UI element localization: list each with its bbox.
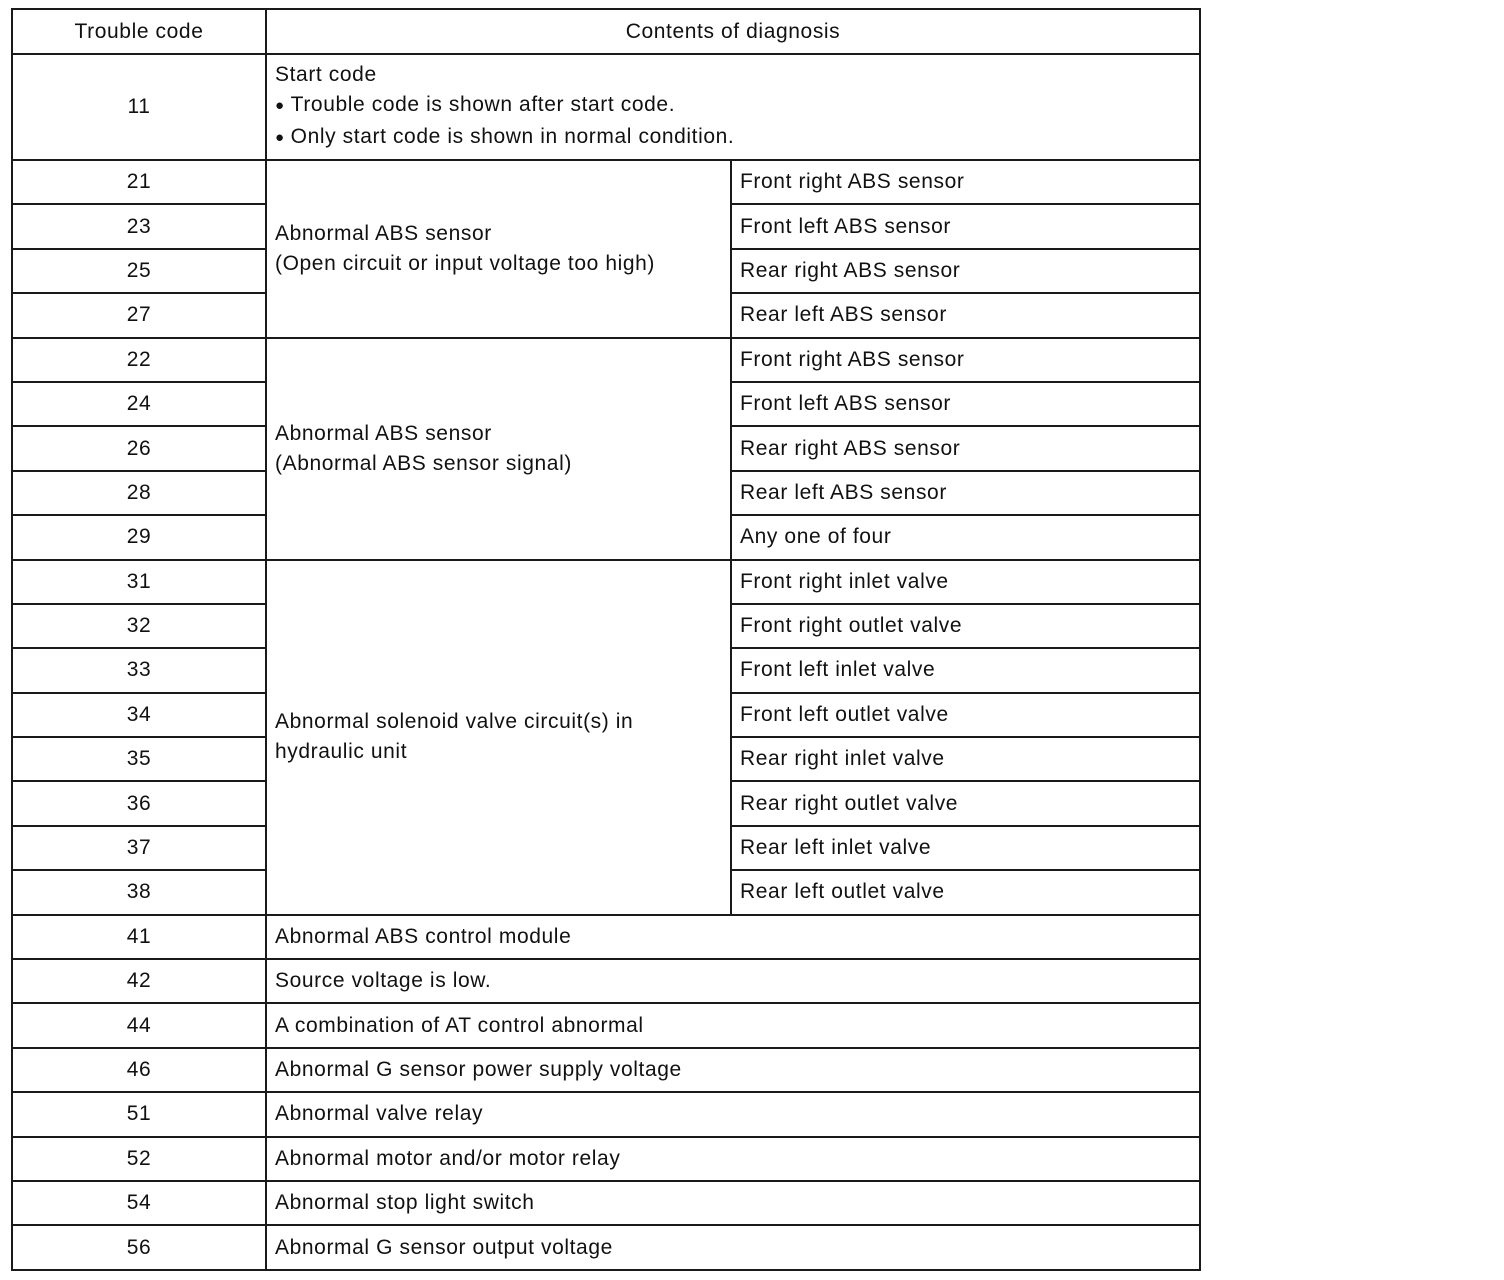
- trouble-code-table: [11, 8, 1201, 1271]
- table-row: [12, 1181, 1200, 1225]
- table-row: [12, 1048, 1200, 1092]
- code-cell: 42: [12, 959, 266, 1003]
- description-cell: A combination of AT control abnormal: [266, 1003, 1200, 1047]
- table-row: [12, 959, 1200, 1003]
- code-cell: 27: [12, 293, 266, 337]
- group-description-abnormal-signal: Abnormal ABS sensor (Abnormal ABS sensor signal): [266, 338, 731, 560]
- code-cell: 54: [12, 1181, 266, 1225]
- code-cell: 44: [12, 1003, 266, 1047]
- code-cell: 24: [12, 382, 266, 426]
- detail-cell: Front left outlet valve: [731, 693, 1200, 737]
- code-cell: 36: [12, 781, 266, 825]
- code-cell: 35: [12, 737, 266, 781]
- code-cell: 11: [12, 54, 266, 160]
- description-cell: Source voltage is low.: [266, 959, 1200, 1003]
- table-row: [12, 1092, 1200, 1136]
- detail-cell: Rear left inlet valve: [731, 826, 1200, 870]
- code-cell: 56: [12, 1225, 266, 1269]
- detail-cell: Rear right inlet valve: [731, 737, 1200, 781]
- description-cell: Abnormal G sensor power supply voltage: [266, 1048, 1200, 1092]
- code-cell: 23: [12, 204, 266, 248]
- code-cell: 46: [12, 1048, 266, 1092]
- detail-cell: Rear right ABS sensor: [731, 426, 1200, 470]
- diagnosis-table-container: [11, 8, 1201, 1271]
- description-cell: Abnormal valve relay: [266, 1092, 1200, 1136]
- detail-cell: Rear left outlet valve: [731, 870, 1200, 914]
- code-cell: 31: [12, 560, 266, 604]
- detail-cell: Front right ABS sensor: [731, 160, 1200, 204]
- code-cell: 38: [12, 870, 266, 914]
- code-cell: 25: [12, 249, 266, 293]
- header-row: [12, 9, 1200, 54]
- start-code-description: [266, 54, 1200, 160]
- detail-cell: Rear left ABS sensor: [731, 471, 1200, 515]
- code-cell: 32: [12, 604, 266, 648]
- code-cell: 52: [12, 1137, 266, 1181]
- table-row: [12, 1137, 1200, 1181]
- code-cell: 29: [12, 515, 266, 559]
- group-description-solenoid-valve: Abnormal solenoid valve circuit(s) in hydraulic unit: [266, 560, 731, 915]
- code-cell: 51: [12, 1092, 266, 1136]
- bullet-icon: ●: [275, 97, 285, 114]
- start-code-note: ● Trouble code is shown after start code.: [275, 93, 676, 116]
- code-cell: 21: [12, 160, 266, 204]
- table-row: [12, 338, 1200, 382]
- detail-cell: Front left ABS sensor: [731, 382, 1200, 426]
- detail-cell: Front right outlet valve: [731, 604, 1200, 648]
- detail-cell: Rear right outlet valve: [731, 781, 1200, 825]
- detail-cell: Rear left ABS sensor: [731, 293, 1200, 337]
- code-cell: 28: [12, 471, 266, 515]
- header-trouble-code: Trouble code: [12, 9, 266, 54]
- detail-cell: Any one of four: [731, 515, 1200, 559]
- detail-cell: Front left ABS sensor: [731, 204, 1200, 248]
- group-description-open-circuit: Abnormal ABS sensor (Open circuit or input voltage too high): [266, 160, 731, 338]
- start-code-note: ● Only start code is shown in normal condition.: [275, 125, 735, 148]
- detail-cell: Rear right ABS sensor: [731, 249, 1200, 293]
- code-cell: 34: [12, 693, 266, 737]
- table-row: [12, 1225, 1200, 1269]
- detail-cell: Front right ABS sensor: [731, 338, 1200, 382]
- description-cell: Abnormal stop light switch: [266, 1181, 1200, 1225]
- detail-cell: Front left inlet valve: [731, 648, 1200, 692]
- description-cell: Abnormal ABS control module: [266, 915, 1200, 959]
- table-row: [12, 560, 1200, 604]
- start-code-title: Start code: [275, 63, 377, 86]
- description-cell: Abnormal G sensor output voltage: [266, 1225, 1200, 1269]
- code-cell: 26: [12, 426, 266, 470]
- code-cell: 22: [12, 338, 266, 382]
- bullet-icon: ●: [275, 129, 285, 146]
- table-row: [12, 1003, 1200, 1047]
- code-cell: 41: [12, 915, 266, 959]
- table-row-start-code: [12, 54, 1200, 160]
- code-cell: 33: [12, 648, 266, 692]
- table-row: [12, 915, 1200, 959]
- table-row: [12, 160, 1200, 204]
- detail-cell: Front right inlet valve: [731, 560, 1200, 604]
- code-cell: 37: [12, 826, 266, 870]
- description-cell: Abnormal motor and/or motor relay: [266, 1137, 1200, 1181]
- header-contents: Contents of diagnosis: [266, 9, 1200, 54]
